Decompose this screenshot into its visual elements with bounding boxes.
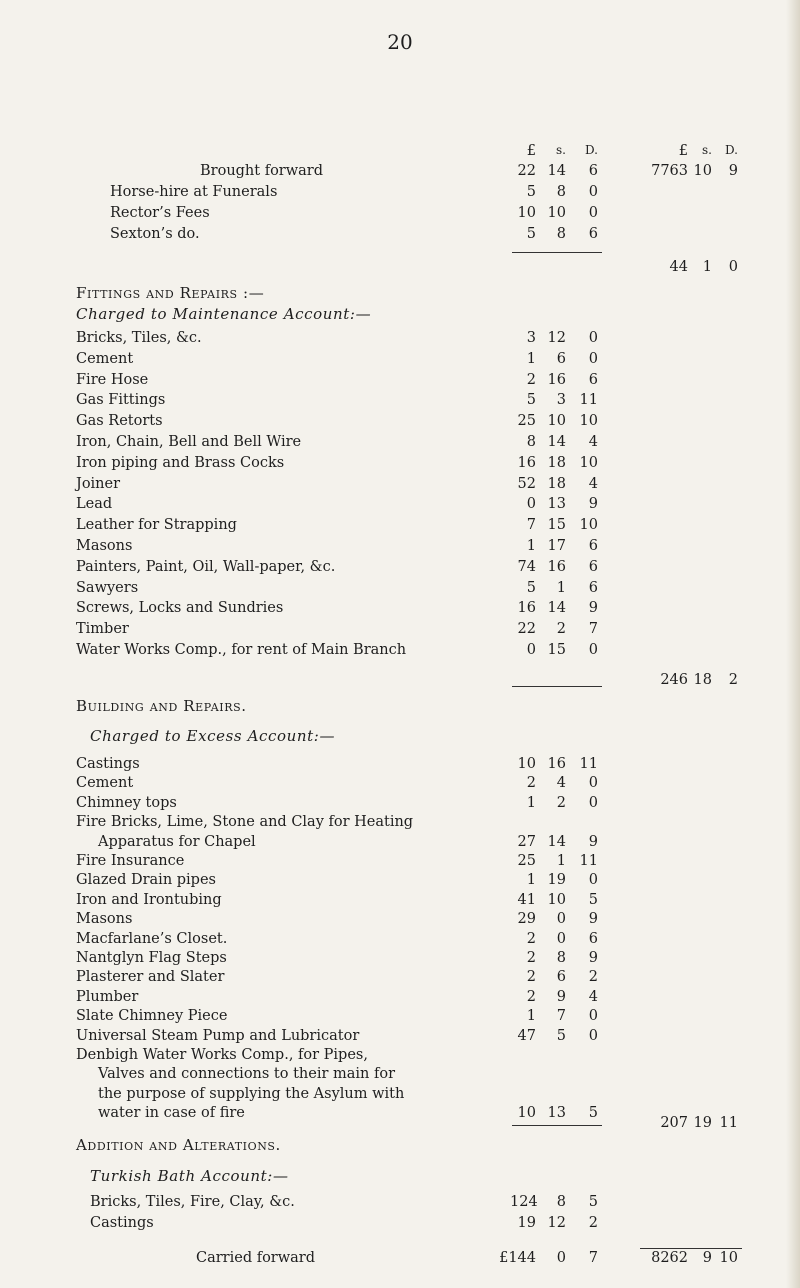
amount-pence: 11 xyxy=(579,756,598,772)
amount-pounds: 10 xyxy=(517,756,536,772)
amount-shillings: 0 xyxy=(556,930,566,947)
amount-pence: 6 xyxy=(588,371,598,388)
amount-pence: 6 xyxy=(588,538,598,554)
item-label: Cement xyxy=(76,350,134,367)
amount-pence: 6 xyxy=(588,558,598,575)
amount-pounds: 2 xyxy=(526,988,536,1005)
subtotal-rule xyxy=(512,1125,602,1126)
amount-pence: 10 xyxy=(579,413,598,430)
amount-pence: 0 xyxy=(588,184,598,200)
section-subtitle: Charged to Maintenance Account:— xyxy=(76,305,372,323)
amount-pence: 10 xyxy=(579,517,598,534)
amount-pounds: 16 xyxy=(517,600,536,617)
amount-shillings: 2 xyxy=(556,794,566,811)
item-label: Universal Steam Pump and Lubricator xyxy=(76,1027,360,1044)
section-title: Addition and Alterations. xyxy=(76,1136,281,1154)
amount-shillings: 18 xyxy=(547,454,566,471)
amount-pence: 7 xyxy=(588,621,598,638)
amount-pence: 4 xyxy=(588,434,598,450)
amount-pounds: 1 xyxy=(526,872,536,889)
item-label: Nantglyn Flag Steps xyxy=(76,950,227,966)
total-pence: 2 xyxy=(728,672,738,688)
item-label: Chimney tops xyxy=(76,794,177,811)
amount-pence: 0 xyxy=(588,350,598,367)
item-label: Timber xyxy=(76,621,129,638)
amount-shillings: 13 xyxy=(547,1105,566,1122)
amount-shillings: 10 xyxy=(547,413,566,430)
amount-pounds: 10 xyxy=(517,205,536,221)
item-label: Horse-hire at Funerals xyxy=(110,184,278,200)
amount-pence: 6 xyxy=(588,163,598,179)
amount-pence: 9 xyxy=(588,600,598,617)
section-title: Building and Repairs. xyxy=(76,697,247,715)
amount-pence: 9 xyxy=(588,911,598,928)
amount-pounds: 74 xyxy=(517,558,536,575)
amount-pounds: 1 xyxy=(526,350,536,367)
amount-pounds: 16 xyxy=(517,454,536,471)
item-label: Fire Hose xyxy=(76,371,149,388)
total-shillings: 9 xyxy=(702,1250,712,1266)
total-shillings: 10 xyxy=(693,163,712,179)
pounds-header: £ xyxy=(678,143,688,159)
amount-pence: 0 xyxy=(588,794,598,811)
amount-pence: 0 xyxy=(588,330,598,346)
amount-shillings: 14 xyxy=(547,163,566,179)
section-title: Fittings and Repairs :— xyxy=(76,284,265,302)
item-label: the purpose of supplying the Asylum with xyxy=(98,1085,405,1102)
amount-pounds: 52 xyxy=(517,475,536,492)
item-label: Macfarlane’s Closet. xyxy=(76,930,228,947)
total-pounds: 207 xyxy=(660,1115,688,1131)
amount-shillings: 7 xyxy=(556,1008,566,1025)
item-label: Apparatus for Chapel xyxy=(98,833,256,850)
item-label: Sawyers xyxy=(76,579,139,596)
item-label: Screws, Locks and Sundries xyxy=(76,600,284,617)
amount-shillings: 4 xyxy=(556,775,566,792)
item-label: Gas Fittings xyxy=(76,392,166,409)
amount-shillings: 8 xyxy=(556,184,566,200)
total-pence: 9 xyxy=(728,163,738,179)
amount-shillings: 1 xyxy=(556,853,566,869)
section-subtitle: Turkish Bath Account:— xyxy=(90,1167,289,1185)
item-label: Bricks, Tiles, Fire, Clay, &c. xyxy=(90,1194,295,1210)
item-label: Glazed Drain pipes xyxy=(76,872,216,889)
amount-pounds: 0 xyxy=(526,642,536,658)
amount-shillings: 14 xyxy=(547,833,566,850)
item-label: water in case of fire xyxy=(98,1105,245,1122)
item-label: Slate Chimney Piece xyxy=(76,1008,228,1025)
amount-shillings: 12 xyxy=(547,330,566,346)
amount-pounds: 0 xyxy=(526,496,536,513)
amount-shillings: 10 xyxy=(547,205,566,221)
amount-pence: 5 xyxy=(588,891,598,908)
item-label: Bricks, Tiles, &c. xyxy=(76,330,202,346)
item-label: Painters, Paint, Oil, Wall-paper, &c. xyxy=(76,558,336,575)
amount-shillings: 1 xyxy=(556,579,566,596)
amount-pence: 11 xyxy=(579,853,598,869)
amount-pence: 11 xyxy=(579,392,598,409)
amount-pounds: 5 xyxy=(526,184,536,200)
section-subtitle: Charged to Excess Account:— xyxy=(90,727,336,745)
total-pence: 0 xyxy=(728,259,738,275)
carried-forward-rule xyxy=(640,1248,742,1249)
amount-shillings: 2 xyxy=(556,621,566,638)
amount-pounds: 8 xyxy=(526,434,536,450)
page-number: 20 xyxy=(387,30,413,54)
amount-shillings: 3 xyxy=(556,392,566,409)
amount-shillings: 5 xyxy=(556,1027,566,1044)
amount-shillings: 16 xyxy=(547,371,566,388)
amount-shillings: 14 xyxy=(547,434,566,450)
amount-shillings: 6 xyxy=(556,969,566,986)
amount-shillings: 13 xyxy=(547,496,566,513)
amount-shillings: 16 xyxy=(547,558,566,575)
item-label: Plasterer and Slater xyxy=(76,969,225,986)
page-edge-stain xyxy=(786,0,800,1288)
item-label: Denbigh Water Works Comp., for Pipes, xyxy=(76,1047,368,1063)
amount-pounds: 3 xyxy=(526,330,536,346)
total-pounds: 7763 xyxy=(651,163,688,179)
amount-pence: 10 xyxy=(579,454,598,471)
amount-pounds: 2 xyxy=(526,775,536,792)
amount-shillings: 6 xyxy=(556,350,566,367)
amount-pence: 5 xyxy=(588,1105,598,1122)
amount-pounds: 2 xyxy=(526,969,536,986)
amount-pounds: 5 xyxy=(526,579,536,596)
total-shillings: 1 xyxy=(702,259,712,275)
amount-pence: 6 xyxy=(588,930,598,947)
item-label: Joiner xyxy=(76,475,121,492)
amount-pence: 7 xyxy=(588,1250,598,1266)
amount-shillings: 8 xyxy=(556,1194,566,1210)
amount-shillings: 15 xyxy=(547,517,566,534)
amount-shillings: 17 xyxy=(547,538,566,554)
item-label: Leather for Strapping xyxy=(76,517,237,534)
item-label: Iron and Irontubing xyxy=(76,891,222,908)
amount-pence: 2 xyxy=(588,1214,598,1231)
item-label: Cement xyxy=(76,775,134,792)
amount-pounds: 22 xyxy=(517,621,536,638)
amount-pounds: 41 xyxy=(517,891,536,908)
item-label: Lead xyxy=(76,496,113,513)
item-label: Iron piping and Brass Cocks xyxy=(76,454,285,471)
pence-header: D. xyxy=(724,143,738,157)
amount-pounds: 1 xyxy=(526,794,536,811)
item-label: Fire Bricks, Lime, Stone and Clay for Heating xyxy=(76,814,414,831)
amount-pounds: 1 xyxy=(526,1008,536,1025)
amount-pence: 9 xyxy=(588,950,598,966)
amount-pounds: 47 xyxy=(517,1027,536,1044)
brought-forward-label: Brought forward xyxy=(200,163,324,179)
amount-pounds: 7 xyxy=(526,517,536,534)
amount-pence: 0 xyxy=(588,642,598,658)
total-pence: 11 xyxy=(719,1115,738,1131)
amount-shillings: 8 xyxy=(556,950,566,966)
subtotal-rule xyxy=(512,252,602,253)
total-pounds: 8262 xyxy=(651,1250,688,1266)
item-label: Castings xyxy=(90,1214,154,1231)
total-shillings: 18 xyxy=(693,672,712,688)
amount-pence: 0 xyxy=(588,775,598,792)
amount-pence: 0 xyxy=(588,1027,598,1044)
carried-forward-label: Carried forward xyxy=(196,1250,316,1266)
amount-pence: 0 xyxy=(588,205,598,221)
amount-pounds: 27 xyxy=(517,833,536,850)
item-label: Fire Insurance xyxy=(76,853,185,869)
shillings-header: s. xyxy=(556,143,566,157)
amount-shillings: 18 xyxy=(547,475,566,492)
amount-pounds: 25 xyxy=(517,413,536,430)
amount-pounds: 10 xyxy=(517,1105,536,1122)
item-label: Water Works Comp., for rent of Main Branch xyxy=(76,642,407,658)
amount-pence: 6 xyxy=(588,579,598,596)
amount-pounds: 2 xyxy=(526,930,536,947)
item-label: Masons xyxy=(76,538,133,554)
amount-pounds: 22 xyxy=(517,163,536,179)
amount-pounds: 29 xyxy=(517,911,536,928)
total-shillings: 19 xyxy=(693,1115,712,1131)
amount-pence: 2 xyxy=(588,969,598,986)
amount-pounds: 1 xyxy=(526,538,536,554)
total-pence: 10 xyxy=(719,1250,738,1266)
pence-header: D. xyxy=(584,143,598,157)
amount-pence: 9 xyxy=(588,833,598,850)
shillings-header: s. xyxy=(702,143,712,157)
amount-shillings: 14 xyxy=(547,600,566,617)
amount-pounds: £144 xyxy=(499,1250,536,1266)
amount-shillings: 0 xyxy=(556,911,566,928)
amount-shillings: 9 xyxy=(556,988,566,1005)
amount-pounds: 25 xyxy=(517,853,536,869)
total-pounds: 44 xyxy=(669,259,688,275)
item-label: Gas Retorts xyxy=(76,413,163,430)
total-pounds: 246 xyxy=(660,672,688,688)
amount-pence: 0 xyxy=(588,872,598,889)
amount-pounds: 19 xyxy=(517,1214,536,1231)
subtotal-rule xyxy=(512,686,602,687)
amount-shillings: 19 xyxy=(547,872,566,889)
amount-pounds: 2 xyxy=(526,950,536,966)
item-label: Sexton’s do. xyxy=(110,226,200,242)
amount-shillings: 15 xyxy=(547,642,566,658)
amount-pence: 0 xyxy=(588,1008,598,1025)
item-label: Plumber xyxy=(76,988,139,1005)
amount-pounds: 5 xyxy=(526,392,536,409)
amount-shillings: 10 xyxy=(547,891,566,908)
item-label: Valves and connections to their main for xyxy=(98,1066,396,1083)
amount-pence: 4 xyxy=(588,988,598,1005)
amount-pence: 9 xyxy=(588,496,598,513)
item-label: Castings xyxy=(76,756,140,772)
amount-shillings: 0 xyxy=(556,1250,566,1266)
amount-shillings: 8 xyxy=(556,226,566,242)
amount-pounds: 124 xyxy=(510,1194,538,1210)
item-label: Masons xyxy=(76,911,133,928)
amount-shillings: 16 xyxy=(547,756,566,772)
amount-pence: 6 xyxy=(588,226,598,242)
amount-pence: 5 xyxy=(588,1194,598,1210)
amount-pounds: 5 xyxy=(526,226,536,242)
amount-pence: 4 xyxy=(588,475,598,492)
item-label: Iron, Chain, Bell and Bell Wire xyxy=(76,434,302,450)
pounds-header: £ xyxy=(526,143,536,159)
amount-pounds: 2 xyxy=(526,371,536,388)
item-label: Rector’s Fees xyxy=(110,205,210,221)
amount-shillings: 12 xyxy=(547,1214,566,1231)
